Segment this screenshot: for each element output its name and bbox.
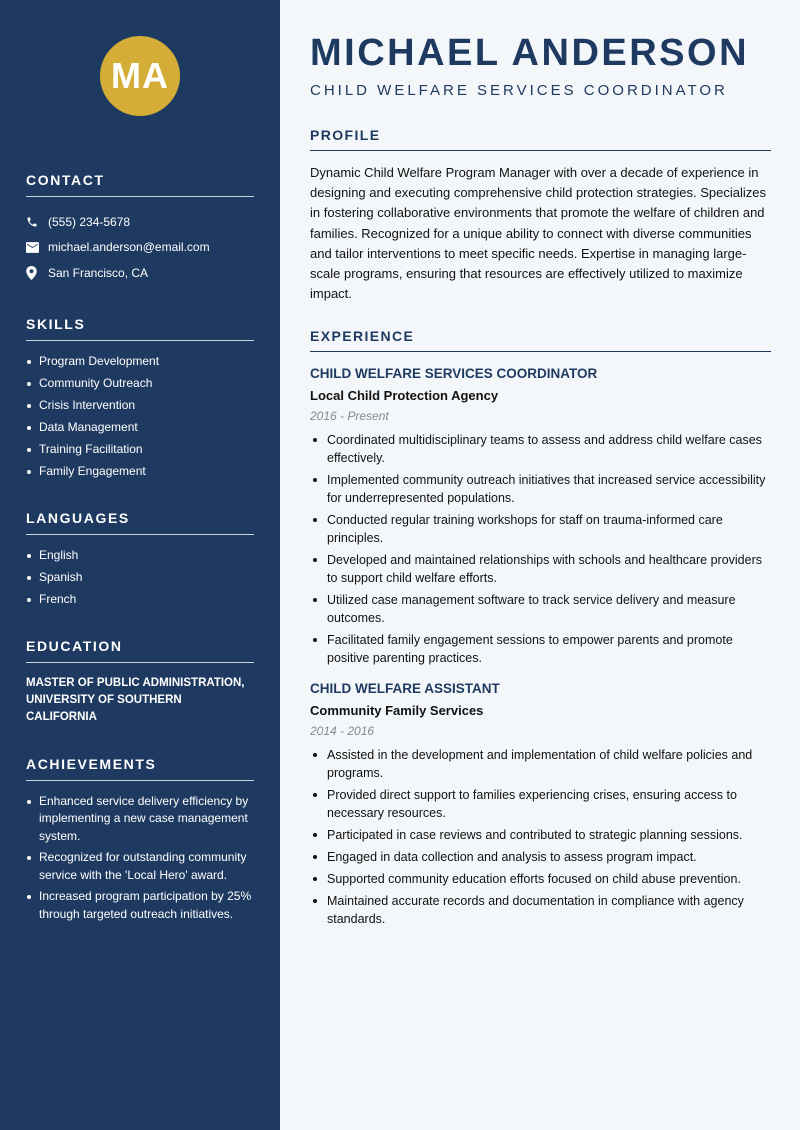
job-bullet: Conducted regular training workshops for staff on trauma-informed care principles. bbox=[310, 511, 771, 547]
phone-icon bbox=[26, 216, 48, 228]
skill-item: Community Outreach bbox=[26, 375, 254, 392]
skills-heading: SKILLS bbox=[26, 316, 254, 341]
job-entry bbox=[310, 681, 771, 928]
skill-item: Data Management bbox=[26, 419, 254, 436]
contact-email bbox=[26, 235, 254, 261]
experience-heading: EXPERIENCE bbox=[310, 328, 771, 352]
job-bullet: Utilized case management software to track service delivery and measure outcomes. bbox=[310, 591, 771, 627]
achievement-item: Enhanced service delivery efficiency by implementing a new case management system. bbox=[26, 793, 254, 846]
job-dates: 2016 - Present bbox=[310, 409, 389, 424]
candidate-name: MICHAEL ANDERSON bbox=[310, 32, 750, 74]
contact-location bbox=[26, 260, 254, 286]
skills-section bbox=[26, 316, 254, 480]
job-bullet: Facilitated family engagement sessions to empower parents and promote positive parenting practices. bbox=[310, 631, 771, 667]
phone-text[interactable]: (555) 234-5678 bbox=[48, 214, 131, 229]
profile-text: Dynamic Child Welfare Program Manager with over a decade of experience in designing and executing comprehensive child protection strategies. Specializes in fostering collaborative environments that promote the welfare of children and families. Recognized for a unique ability to connect with diverse communities and tailor interventions to meet specific needs. Expertise in managing large-scale programs, ensuring that resources are effectively utilized to maximize impact. bbox=[310, 165, 766, 302]
experience-section bbox=[310, 328, 771, 928]
languages-list bbox=[26, 547, 254, 608]
job-bullet: Coordinated multidisciplinary teams to assess and address child welfare cases effectively. bbox=[310, 431, 771, 467]
main-content bbox=[280, 0, 800, 1130]
job-bullets bbox=[310, 746, 771, 928]
job-bullet: Engaged in data collection and analysis to assess program impact. bbox=[310, 848, 771, 866]
job-bullets bbox=[310, 431, 771, 667]
contact-section bbox=[26, 172, 254, 286]
education-degree: MASTER OF PUBLIC ADMINISTRATION, UNIVERSITY OF SOUTHERN CALIFORNIA bbox=[26, 676, 245, 723]
job-company: Community Family Services bbox=[310, 703, 484, 719]
email-text[interactable]: michael.anderson@email.com bbox=[48, 240, 210, 255]
languages-heading: LANGUAGES bbox=[26, 510, 254, 535]
candidate-title: CHILD WELFARE SERVICES COORDINATOR bbox=[310, 82, 728, 99]
job-dates: 2014 - 2016 bbox=[310, 724, 375, 739]
sidebar bbox=[0, 0, 280, 1130]
languages-section bbox=[26, 510, 254, 608]
contact-heading: CONTACT bbox=[26, 172, 254, 197]
job-title: CHILD WELFARE SERVICES COORDINATOR bbox=[310, 366, 598, 382]
avatar: MA bbox=[100, 36, 180, 116]
skill-item: Program Development bbox=[26, 353, 254, 370]
contact-phone bbox=[26, 209, 254, 235]
skill-item: Family Engagement bbox=[26, 463, 254, 480]
job-entry bbox=[310, 366, 771, 667]
language-item: English bbox=[26, 547, 254, 564]
skill-item: Crisis Intervention bbox=[26, 397, 254, 414]
job-bullet: Developed and maintained relationships with schools and healthcare providers to support child welfare efforts. bbox=[310, 551, 771, 587]
education-heading: EDUCATION bbox=[26, 638, 254, 663]
job-title: CHILD WELFARE ASSISTANT bbox=[310, 681, 500, 697]
language-item: Spanish bbox=[26, 569, 254, 586]
job-bullet: Assisted in the development and implementation of child welfare policies and programs. bbox=[310, 746, 771, 782]
language-item: French bbox=[26, 591, 254, 608]
achievements-section bbox=[26, 756, 254, 924]
skill-item: Training Facilitation bbox=[26, 441, 254, 458]
job-bullet: Maintained accurate records and documentation in compliance with agency standards. bbox=[310, 892, 771, 928]
job-bullet: Participated in case reviews and contributed to strategic planning sessions. bbox=[310, 826, 771, 844]
achievements-heading: ACHIEVEMENTS bbox=[26, 756, 254, 781]
profile-heading: PROFILE bbox=[310, 127, 771, 151]
job-bullet: Implemented community outreach initiatives that increased service accessibility for underrepresented populations. bbox=[310, 471, 771, 507]
achievement-item: Recognized for outstanding community service with the 'Local Hero' award. bbox=[26, 849, 254, 884]
location-text: San Francisco, CA bbox=[48, 265, 149, 280]
achievement-item: Increased program participation by 25% through targeted outreach initiatives. bbox=[26, 888, 254, 923]
mail-icon bbox=[26, 242, 48, 253]
skills-list bbox=[26, 353, 254, 480]
profile-section bbox=[310, 127, 771, 304]
education-section bbox=[26, 638, 254, 726]
achievements-list bbox=[26, 793, 254, 924]
job-bullet: Supported community education efforts focused on child abuse prevention. bbox=[310, 870, 771, 888]
job-bullet: Provided direct support to families experiencing crises, ensuring access to necessary resources. bbox=[310, 786, 771, 822]
location-pin-icon bbox=[26, 266, 48, 280]
job-company: Local Child Protection Agency bbox=[310, 388, 499, 404]
